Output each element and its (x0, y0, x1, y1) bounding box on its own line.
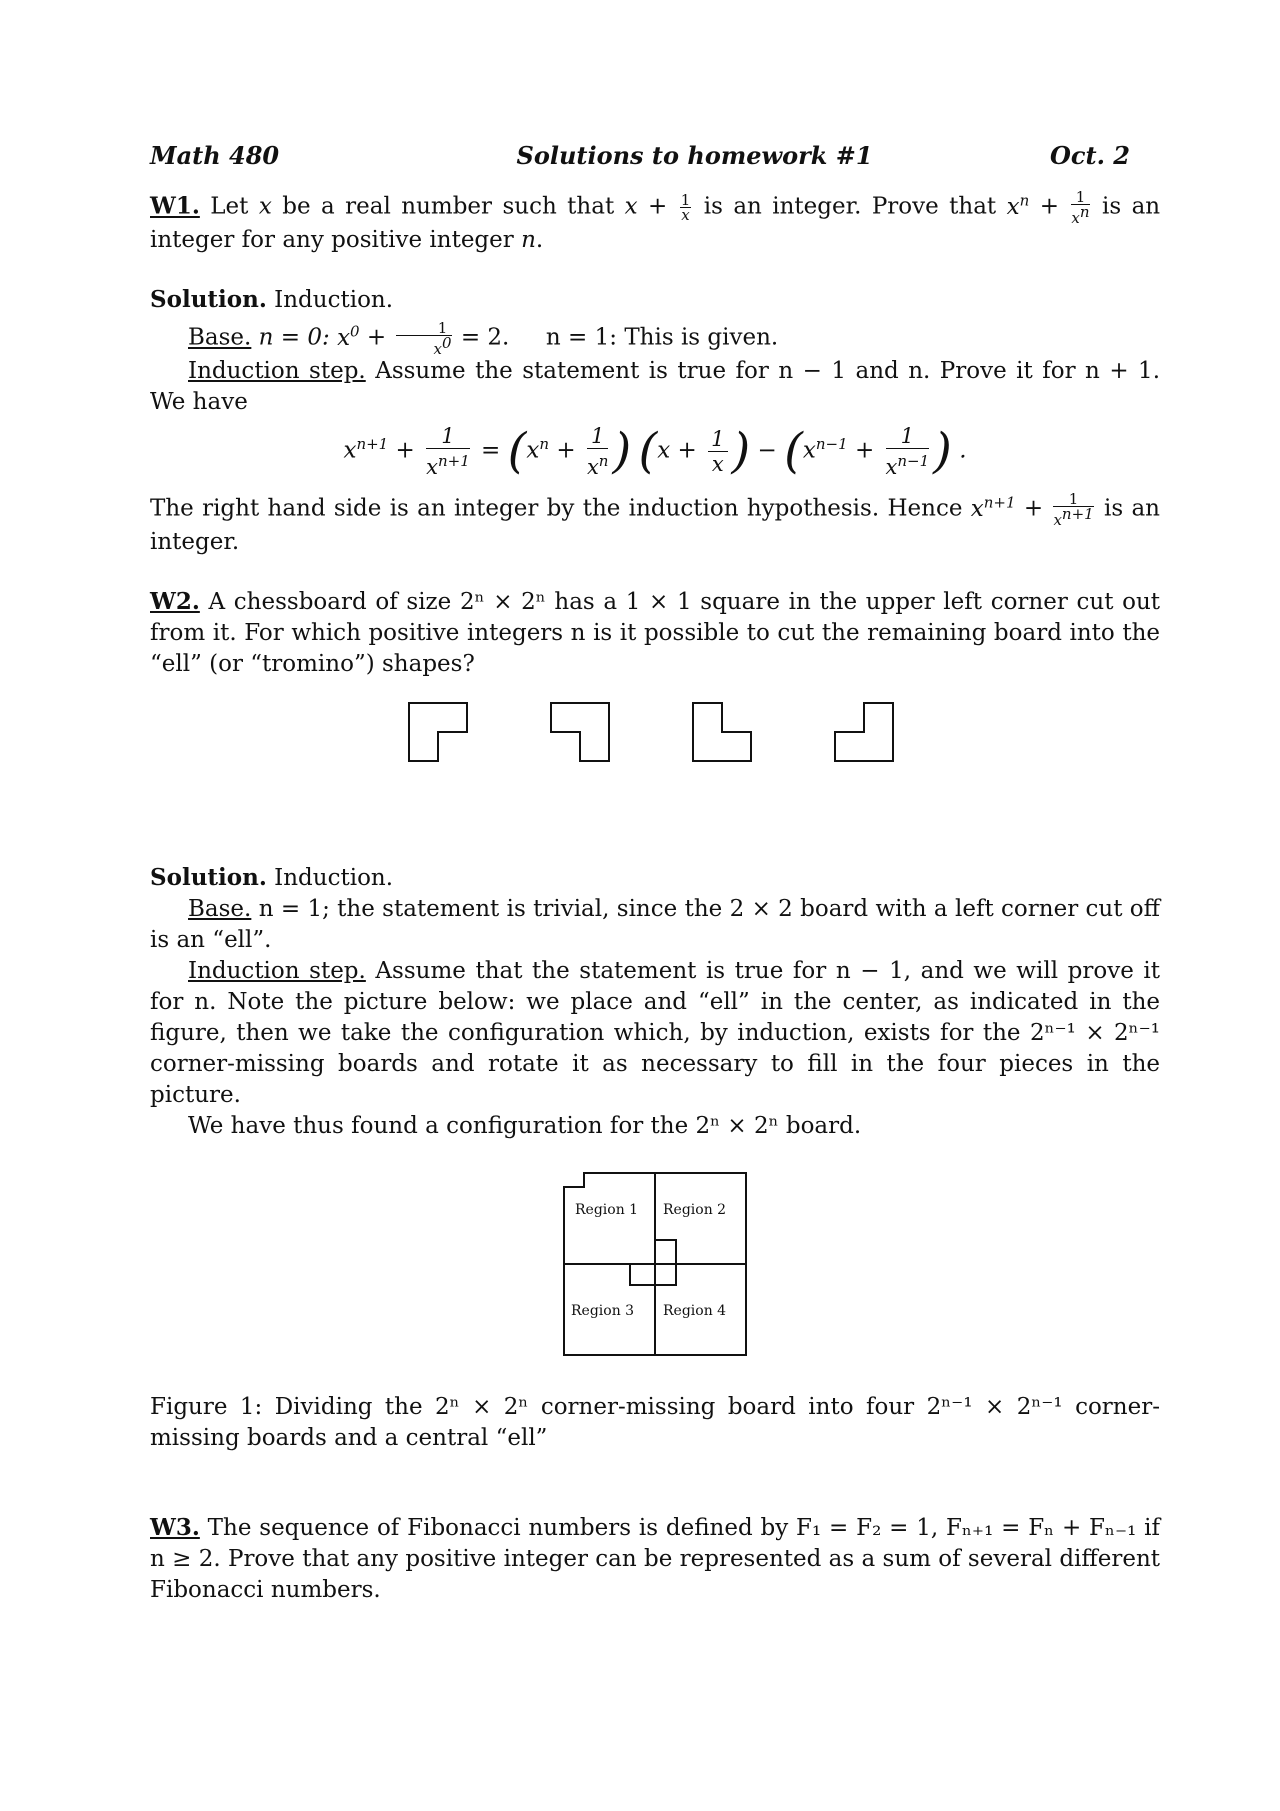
tromino-shape-1 (408, 702, 470, 764)
w2-induction-step: Induction step. Assume that the statement is true for n − 1, and we will prove it for n. Note the picture below: we place and “ell” in the center, as indicated in the figure, then we take the configuration which, by induction, exists for the 2ⁿ⁻¹ × 2ⁿ⁻¹ corner-missing boards and rotate it as necessary to fill in the four pieces in the picture. (150, 958, 1160, 1109)
figure-1-caption: Figure 1: Dividing the 2ⁿ × 2ⁿ corner-missing board into four 2ⁿ⁻¹ × 2ⁿ⁻¹ corner-missing boards and a central “ell” (150, 1394, 1160, 1452)
w2-final: We have thus found a configuration for the 2ⁿ × 2ⁿ board. (188, 1113, 862, 1140)
w1-solution: Solution. Induction. (150, 286, 394, 314)
region-4-label: Region 4 (663, 1303, 727, 1320)
w2-base: Base. n = 1; the statement is trivial, since the 2 × 2 board with a left corner cut off is an “ell”. (150, 896, 1160, 954)
w1-base: Base. n = 0: $x^0$ + $\frac{1}{x^0}$ = 2. n = 1: This is given. (188, 319, 779, 359)
w1-induction-step: Induction step. Assume the statement is true for n − 1 and n. Prove it for n + 1. We have (150, 358, 1161, 416)
tromino-shape-3 (692, 702, 754, 764)
tromino-shapes (150, 702, 1160, 832)
w2-solution-label: Solution. (150, 864, 267, 892)
w3-problem: W3. The sequence of Fibonacci numbers is defined by F₁ = F₂ = 1, Fₙ₊₁ = Fₙ + Fₙ₋₁ if n ≥ 2. Prove that any positive integer can be represented as a sum of several different Fibonacci numbers. (150, 1514, 1161, 1604)
region-3-label: Region 3 (571, 1303, 635, 1320)
w3-label: W3. (150, 1514, 200, 1542)
w2-label: W2. (150, 588, 200, 616)
w1-problem: W1. Let x be a real number such that x + $\frac{1}{x}$ is an integer. Prove that $x^n$ + $\frac{1}{x^n}$ is an integer for any positive integer n. (150, 188, 1161, 254)
w1-solution-label: Solution. (150, 286, 267, 314)
w1-step-label: Induction step. (188, 358, 366, 385)
course-name: Math 480 (150, 141, 280, 170)
region-2-label: Region 2 (663, 1202, 727, 1219)
tromino-shape-2 (550, 702, 612, 764)
page-header (150, 140, 1160, 171)
tromino-shape-4 (834, 702, 896, 764)
region-1-label: Region 1 (575, 1202, 639, 1219)
w1-base-label: Base. (188, 324, 252, 351)
figure-1 (150, 1172, 1160, 1372)
w2-solution: Solution. Induction. (150, 864, 394, 892)
board-division-diagram (563, 1172, 747, 1356)
document-date: Oct. 2 (1049, 141, 1130, 170)
w1-label: W1. (150, 192, 200, 220)
w1-display-equation: $x^{n+1}$ + $\frac{1}{x^{n+1}} = (x^n$ + $\frac{1}{x^n}$) (x + $\frac{1}{x}) - (x^{n-1}$ + $\frac{1}{x^{n-1}}$) . (343, 423, 967, 480)
w1-conclusion: The right hand side is an integer by the induction hypothesis. Hence $x^{n+1}$ + $\frac{1}{x^{n+1}}$ is an integer. (150, 490, 1160, 556)
w2-problem: W2. A chessboard of size 2ⁿ × 2ⁿ has a 1 × 1 square in the upper left corner cut out from it. For which positive integers n is it possible to cut the remaining board into the “ell” (or “tromino”) shapes? (150, 588, 1161, 678)
w2-step-label: Induction step. (188, 958, 366, 985)
w2-base-label: Base. (188, 896, 252, 923)
document-page (150, 140, 1160, 1606)
document-title: Solutions to homework #1 (516, 141, 873, 170)
